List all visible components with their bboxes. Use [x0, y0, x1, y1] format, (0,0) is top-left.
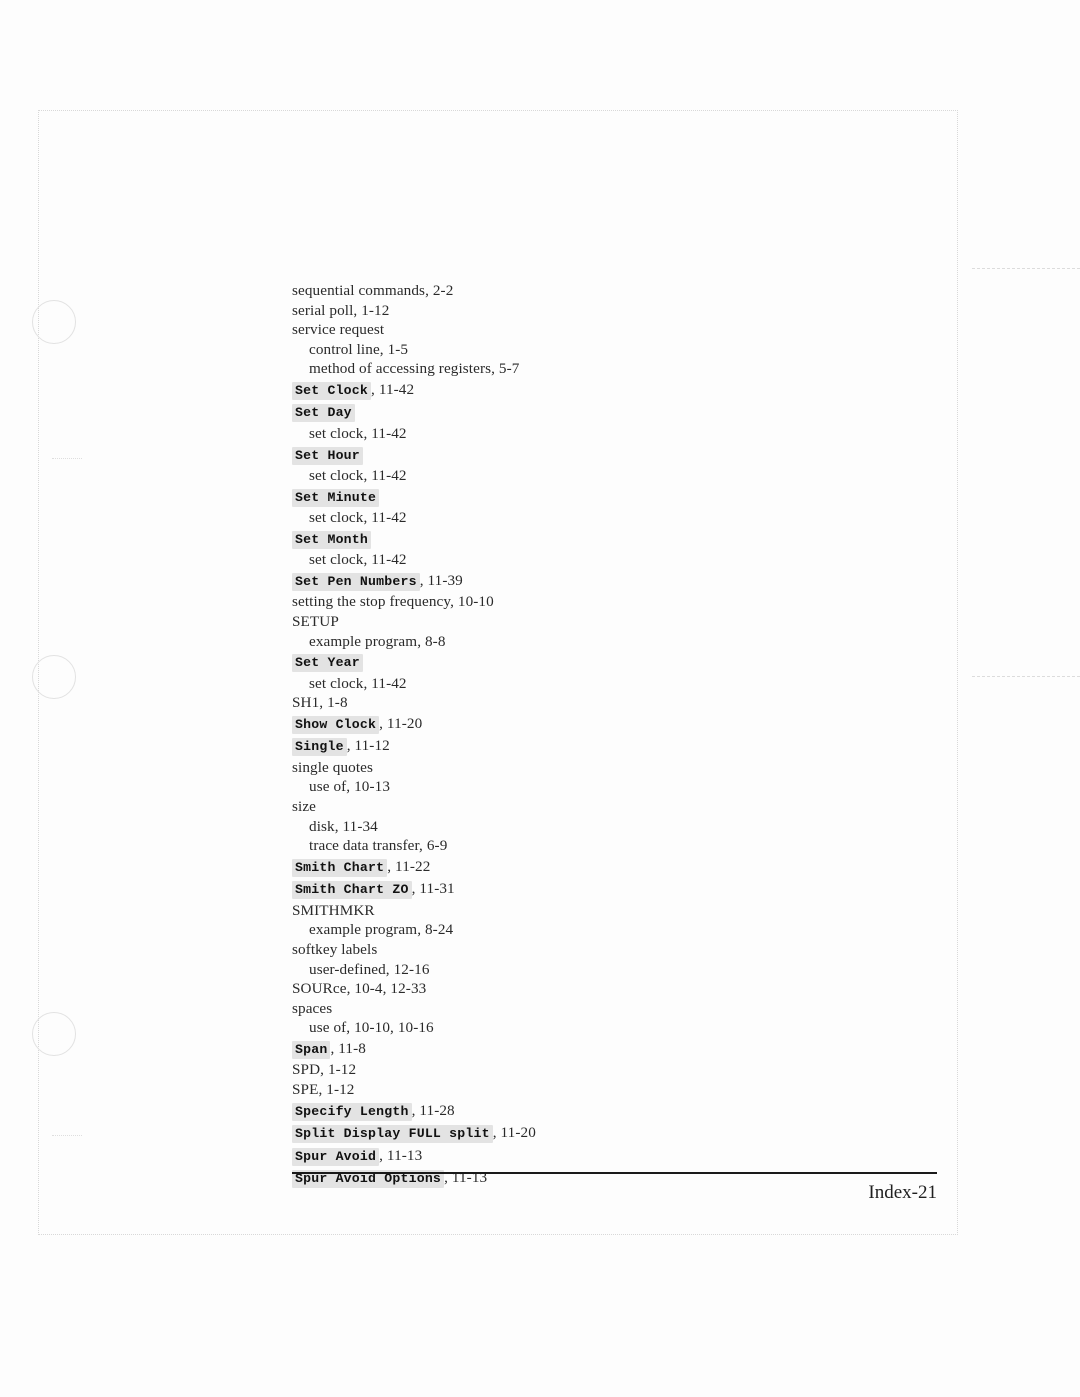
entry-text: method of accessing registers, 5-7	[309, 360, 520, 378]
page-reference: , 11-31	[411, 880, 455, 898]
entry-text: set clock, 11-42	[309, 467, 407, 485]
index-text-entry	[292, 1060, 852, 1080]
entry-text: trace data transfer, 6-9	[309, 837, 448, 855]
entry-text: example program, 8-24	[309, 921, 454, 939]
scan-artifact-tick	[52, 458, 82, 459]
page-number: Index-21	[868, 1182, 937, 1203]
hole-punch-mark	[32, 1012, 76, 1056]
entry-text: SPD, 1-12	[292, 1061, 357, 1079]
index-key-entry	[292, 444, 852, 467]
index-text-entry	[292, 466, 852, 486]
entry-text: setting the stop frequency, 10-10	[292, 593, 494, 611]
index-key-entry	[292, 735, 852, 758]
page-reference: , 11-22	[387, 857, 431, 875]
softkey-label: Set Minute	[292, 489, 379, 507]
index-text-entry	[292, 301, 852, 321]
index-entry-list	[292, 281, 852, 1190]
entry-text: example program, 8-8	[309, 632, 446, 650]
softkey-label: Set Month	[292, 531, 371, 549]
index-key-entry	[292, 878, 852, 901]
entry-text: serial poll, 1-12	[292, 301, 390, 319]
index-text-entry	[292, 777, 852, 797]
page-reference: , 11-39	[419, 571, 463, 589]
index-key-entry	[292, 1038, 852, 1061]
index-key-entry	[292, 401, 852, 424]
entry-text: size	[292, 798, 317, 815]
entry-text: user-defined, 12-16	[309, 960, 430, 978]
page-reference: , 11-42	[371, 380, 415, 398]
index-text-entry	[292, 592, 852, 612]
entry-text: use of, 10-10, 10-16	[309, 1019, 434, 1037]
index-text-entry	[292, 359, 852, 379]
index-text-entry	[292, 940, 852, 960]
index-text-entry	[292, 281, 852, 301]
index-text-entry	[292, 340, 852, 360]
softkey-label: Span	[292, 1041, 330, 1059]
entry-text: disk, 11-34	[309, 817, 378, 835]
softkey-label: Smith Chart	[292, 859, 387, 877]
softkey-label: Split Display FULL split	[292, 1125, 493, 1143]
index-text-entry	[292, 632, 852, 652]
page-reference: , 11-13	[379, 1146, 423, 1164]
entry-text: SPE, 1-12	[292, 1081, 355, 1099]
page-reference: , 11-13	[444, 1169, 488, 1187]
entry-text: set clock, 11-42	[309, 424, 407, 442]
entry-text: SOURce, 10-4, 12-33	[292, 980, 427, 998]
entry-text: SH1, 1-8	[292, 694, 348, 712]
index-text-entry	[292, 960, 852, 980]
index-text-entry	[292, 1080, 852, 1100]
index-text-entry	[292, 674, 852, 694]
softkey-label: Specify Length	[292, 1103, 412, 1121]
index-key-entry	[292, 1122, 852, 1145]
index-key-entry	[292, 713, 852, 736]
index-text-entry	[292, 424, 852, 444]
index-key-entry	[292, 1100, 852, 1123]
softkey-label: Single	[292, 738, 347, 756]
index-text-entry	[292, 612, 852, 632]
softkey-label: Show Clock	[292, 716, 379, 734]
index-text-entry	[292, 550, 852, 570]
softkey-label: Set Year	[292, 654, 363, 672]
softkey-label: Smith Chart ZO	[292, 881, 412, 899]
index-key-entry	[292, 1145, 852, 1168]
hole-punch-mark	[32, 655, 76, 699]
scan-artifact-tick	[52, 1135, 82, 1136]
index-key-entry	[292, 486, 852, 509]
entry-text: service request	[292, 321, 385, 339]
hole-punch-mark	[32, 300, 76, 344]
index-text-entry	[292, 817, 852, 837]
index-text-entry	[292, 836, 852, 856]
softkey-label: Spur Avoid Options	[292, 1170, 444, 1188]
index-key-entry	[292, 528, 852, 551]
footer-divider	[292, 1172, 937, 1174]
page-reference: , 11-20	[379, 714, 423, 732]
index-key-entry	[292, 379, 852, 402]
index-key-entry	[292, 856, 852, 879]
entry-text: SETUP	[292, 612, 339, 630]
softkey-label: Set Day	[292, 404, 355, 422]
entry-text: sequential commands, 2-2	[292, 282, 454, 299]
page-reference: , 11-20	[492, 1124, 536, 1142]
index-text-entry	[292, 693, 852, 713]
entry-text: spaces	[292, 999, 333, 1017]
entry-text: SMITHMKR	[292, 901, 375, 919]
entry-text: set clock, 11-42	[309, 674, 407, 692]
index-text-entry	[292, 901, 852, 921]
index-text-entry	[292, 979, 852, 999]
scan-artifact-line	[972, 676, 1080, 677]
entry-text: control line, 1-5	[309, 340, 409, 358]
entry-text: softkey labels	[292, 940, 378, 958]
entry-text: set clock, 11-42	[309, 551, 407, 569]
index-key-entry	[292, 651, 852, 674]
entry-text: set clock, 11-42	[309, 509, 407, 527]
index-text-entry	[292, 320, 852, 340]
softkey-label: Set Hour	[292, 447, 363, 465]
page-reference: , 11-8	[330, 1039, 366, 1057]
index-text-entry	[292, 508, 852, 528]
entry-text: use of, 10-13	[309, 778, 391, 796]
index-key-entry	[292, 570, 852, 593]
scan-artifact-line	[972, 268, 1080, 269]
entry-text: single quotes	[292, 758, 374, 776]
index-text-entry	[292, 797, 852, 817]
index-text-entry	[292, 920, 852, 940]
index-text-entry	[292, 999, 852, 1019]
page-reference: , 11-28	[411, 1101, 455, 1119]
softkey-label: Spur Avoid	[292, 1148, 379, 1166]
index-text-entry	[292, 1018, 852, 1038]
softkey-label: Set Pen Numbers	[292, 573, 420, 591]
page-reference: , 11-12	[346, 737, 390, 755]
softkey-label: Set Clock	[292, 382, 371, 400]
index-text-entry	[292, 758, 852, 778]
